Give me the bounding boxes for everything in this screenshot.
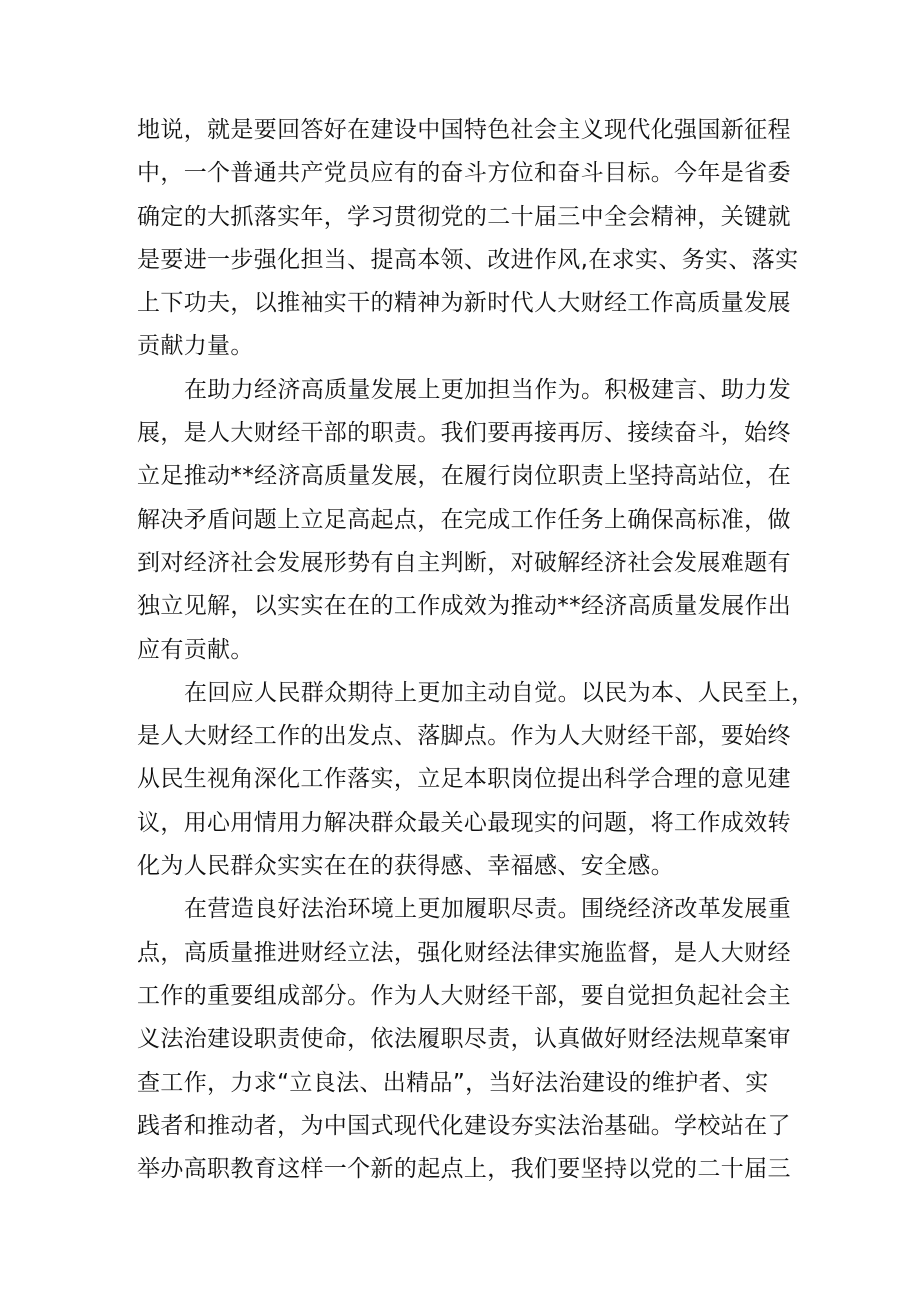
text-line: 议，用心用情用力解决群众最关心最现实的问题，将工作成效转	[137, 809, 791, 836]
text-line: 践者和推动者，为中国式现代化建设夯实法治基础。学校站在了	[137, 1112, 791, 1139]
text-line: 独立见解，以实实在在的工作成效为推动**经济高质量发展作出	[137, 593, 792, 620]
text-line: 点，高质量推进财经立法，强化财经法律实施监督，是人大财经	[137, 939, 791, 966]
text-line: 查工作，力求“立良法、出精品”，当好法治建设的维护者、实	[137, 1069, 769, 1096]
text-line: 义法治建设职责使命，依法履职尽责，认真做好财经法规草案审	[137, 1026, 791, 1053]
text-line: 上下功夫，以推袖实干的精神为新时代人大财经工作高质量发展	[137, 290, 791, 317]
document-body	[137, 109, 815, 1191]
text-line: 从民生视角深化工作落实，立足本职岗位提出科学合理的意见建	[137, 766, 791, 793]
text-line: 到对经济社会发展形势有自主判断，对破解经济社会发展难题有	[137, 549, 791, 576]
text-line: 是要进一步强化担当、提高本领、改进作风,在求实、务实、落实	[137, 246, 799, 273]
text-line: 举办高职教育这样一个新的起点上，我们要坚持以党的二十届三	[137, 1156, 791, 1183]
text-line: 展，是人大财经干部的职责。我们要再接再厉、接续奋斗，始终	[137, 420, 791, 447]
text-line: 在营造良好法治环境上更加履职尽责。围绕经济改革发展重	[184, 896, 792, 923]
text-line: 中，一个普通共产党员应有的奋斗方位和奋斗目标。今年是省委	[137, 160, 791, 187]
text-line: 在助力经济高质量发展上更加担当作为。积极建言、助力发	[184, 376, 792, 403]
text-line: 化为人民群众实实在在的获得感、幸福感、安全感。	[137, 853, 675, 880]
text-line: 解决矛盾问题上立足高起点，在完成工作任务上确保高标准，做	[137, 506, 791, 533]
text-line: 应有贡献。	[137, 636, 254, 663]
text-line: 立足推动**经济高质量发展，在履行岗位职责上坚持高站位，在	[137, 463, 792, 490]
text-line: 确定的大抓落实年，学习贯彻党的二十届三中全会精神，关键就	[137, 203, 791, 230]
text-line: 地说，就是要回答好在建设中国特色社会主义现代化强国新征程	[137, 117, 791, 143]
text-line: 贡献力量。	[137, 333, 254, 360]
text-line: 是人大财经工作的出发点、落脚点。作为人大财经干部，要始终	[137, 723, 791, 750]
text-line: 工作的重要组成部分。作为人大财经干部，要自觉担负起社会主	[137, 982, 791, 1009]
text-line: 在回应人民群众期待上更加主动自觉。以民为本、人民至上，	[184, 679, 815, 706]
